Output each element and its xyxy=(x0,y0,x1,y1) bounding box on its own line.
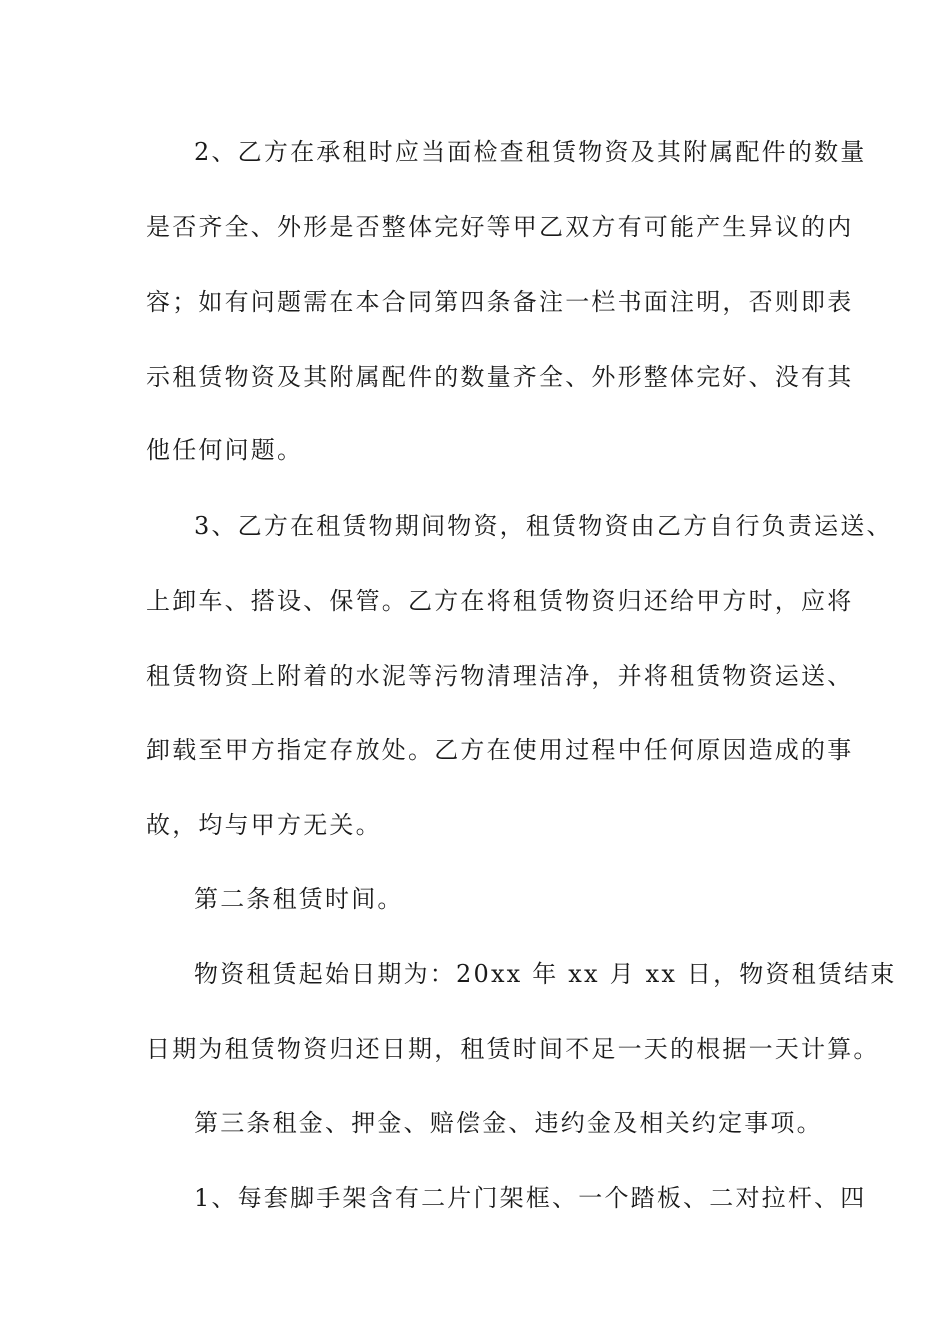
paragraph-2-line-1: 2、乙方在承租时应当面检查租赁物资及其附属配件的数量 xyxy=(194,138,867,166)
rental-period-line-1: 物资租赁起始日期为：20xx 年 xx 月 xx 日，物资租赁结束 xyxy=(194,960,897,988)
rental-period-line-2: 日期为租赁物资归还日期，租赁时间不足一天的根据一天计算。 xyxy=(146,1035,880,1063)
article-3-heading: 第三条租金、押金、赔偿金、违约金及相关约定事项。 xyxy=(194,1109,823,1137)
article-2-heading: 第二条租赁时间。 xyxy=(194,885,404,913)
paragraph-3-line-2: 上卸车、搭设、保管。乙方在将租赁物资归还给甲方时，应将 xyxy=(146,587,854,615)
paragraph-2-line-4: 示租赁物资及其附属配件的数量齐全、外形整体完好、没有其 xyxy=(146,363,854,391)
paragraph-2-line-5: 他任何问题。 xyxy=(146,436,304,464)
article-3-item-1-line-1: 1、每套脚手架含有二片门架框、一个踏板、二对拉杆、四 xyxy=(194,1184,867,1212)
paragraph-3-line-4: 卸载至甲方指定存放处。乙方在使用过程中任何原因造成的事 xyxy=(146,736,854,764)
paragraph-3-line-5: 故，均与甲方无关。 xyxy=(146,811,382,839)
paragraph-3-line-1: 3、乙方在租赁物期间物资，租赁物资由乙方自行负责运送、 xyxy=(194,512,893,540)
paragraph-2-line-3: 容；如有问题需在本合同第四条备注一栏书面注明，否则即表 xyxy=(146,288,854,316)
paragraph-2-line-2: 是否齐全、外形是否整体完好等甲乙双方有可能产生异议的内 xyxy=(146,213,854,241)
paragraph-3-line-3: 租赁物资上附着的水泥等污物清理洁净，并将租赁物资运送、 xyxy=(146,662,854,690)
